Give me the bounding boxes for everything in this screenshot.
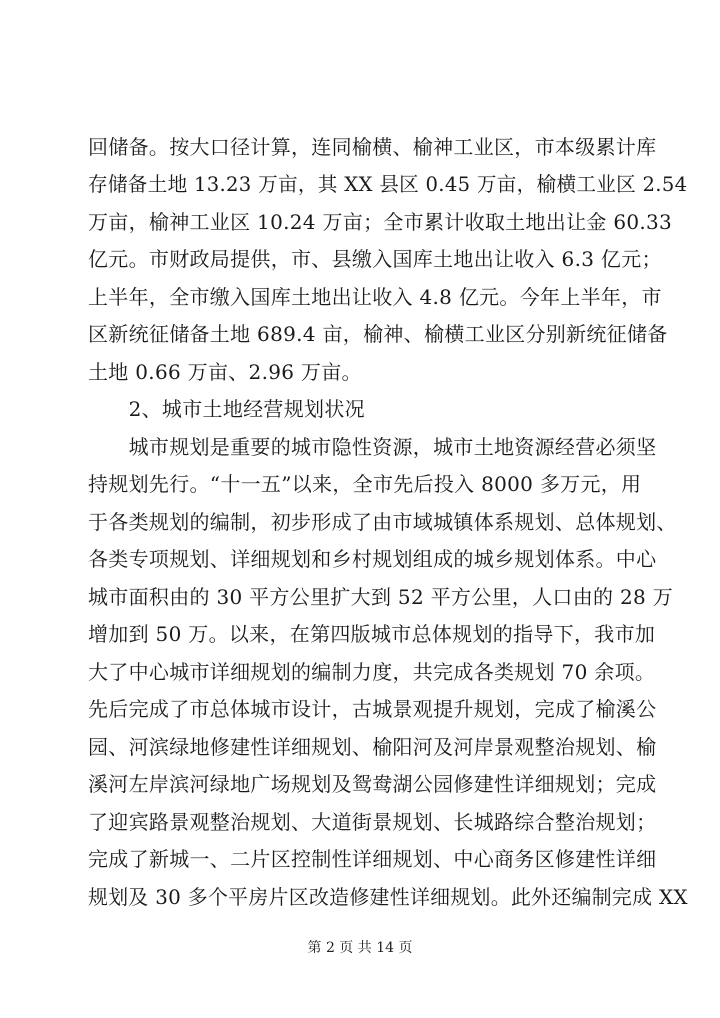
text-line: 万亩，榆神工业区 10.24 万亩；全市累计收取土地出让金 60.33 <box>88 210 673 234</box>
page-number-footer: 第 2 页 共 14 页 <box>307 940 413 956</box>
text-line: 城市规划是重要的城市隐性资源，城市土地资源经营必须坚 <box>88 435 657 459</box>
text-line: 存储备土地 13.23 万亩，其 XX 县区 0.45 万亩，榆横工业区 2.54 <box>88 172 688 196</box>
text-line: 园、河滨绿地修建性详细规划、榆阳河及河岸景观整治规划、榆 <box>88 735 657 759</box>
text-line: 持规划先行。“十一五”以来，全市先后投入 8000 多万元，用 <box>88 472 642 496</box>
text-line: 回储备。按大口径计算，连同榆横、榆神工业区，市本级累计库 <box>88 135 657 159</box>
text-line: 溪河左岸滨河绿地广场规划及鸳鸯湖公园修建性详细规划；完成 <box>88 772 657 796</box>
text-line: 亿元。市财政局提供，市、县缴入国库土地出让收入 6.3 亿元； <box>88 247 662 271</box>
section-heading: 2、城市土地经营规划状况 <box>88 397 365 421</box>
text-line: 完成了新城一、二片区控制性详细规划、中心商务区修建性详细 <box>88 847 657 871</box>
text-line: 各类专项规划、详细规划和乡村规划组成的城乡规划体系。中心 <box>88 547 657 571</box>
text-line: 增加到 50 万。以来，在第四版城市总体规划的指导下，我市加 <box>88 622 656 646</box>
text-line: 了迎宾路景观整治规划、大道街景规划、长城路综合整治规划； <box>88 810 657 834</box>
text-line: 先后完成了市总体城市设计，古城景观提升规划，完成了榆溪公 <box>88 697 657 721</box>
text-line: 土地 0.66 万亩、2.96 万亩。 <box>88 360 362 384</box>
text-line: 城市面积由的 30 平方公里扩大到 52 平方公里，人口由的 28 万 <box>88 585 673 609</box>
text-line: 规划及 30 多个平房片区改造修建性详细规划。此外还编制完成 XX <box>88 885 688 909</box>
text-line: 于各类规划的编制，初步形成了由市域城镇体系规划、总体规划、 <box>88 510 677 534</box>
text-line: 大了中心城市详细规划的编制力度，共完成各类规划 70 余项。 <box>88 660 656 684</box>
text-line: 区新统征储备土地 689.4 亩，榆神、榆横工业区分别新统征储备 <box>88 322 668 346</box>
text-line: 上半年，全市缴入国库土地出让收入 4.8 亿元。今年上半年，市 <box>88 285 662 309</box>
